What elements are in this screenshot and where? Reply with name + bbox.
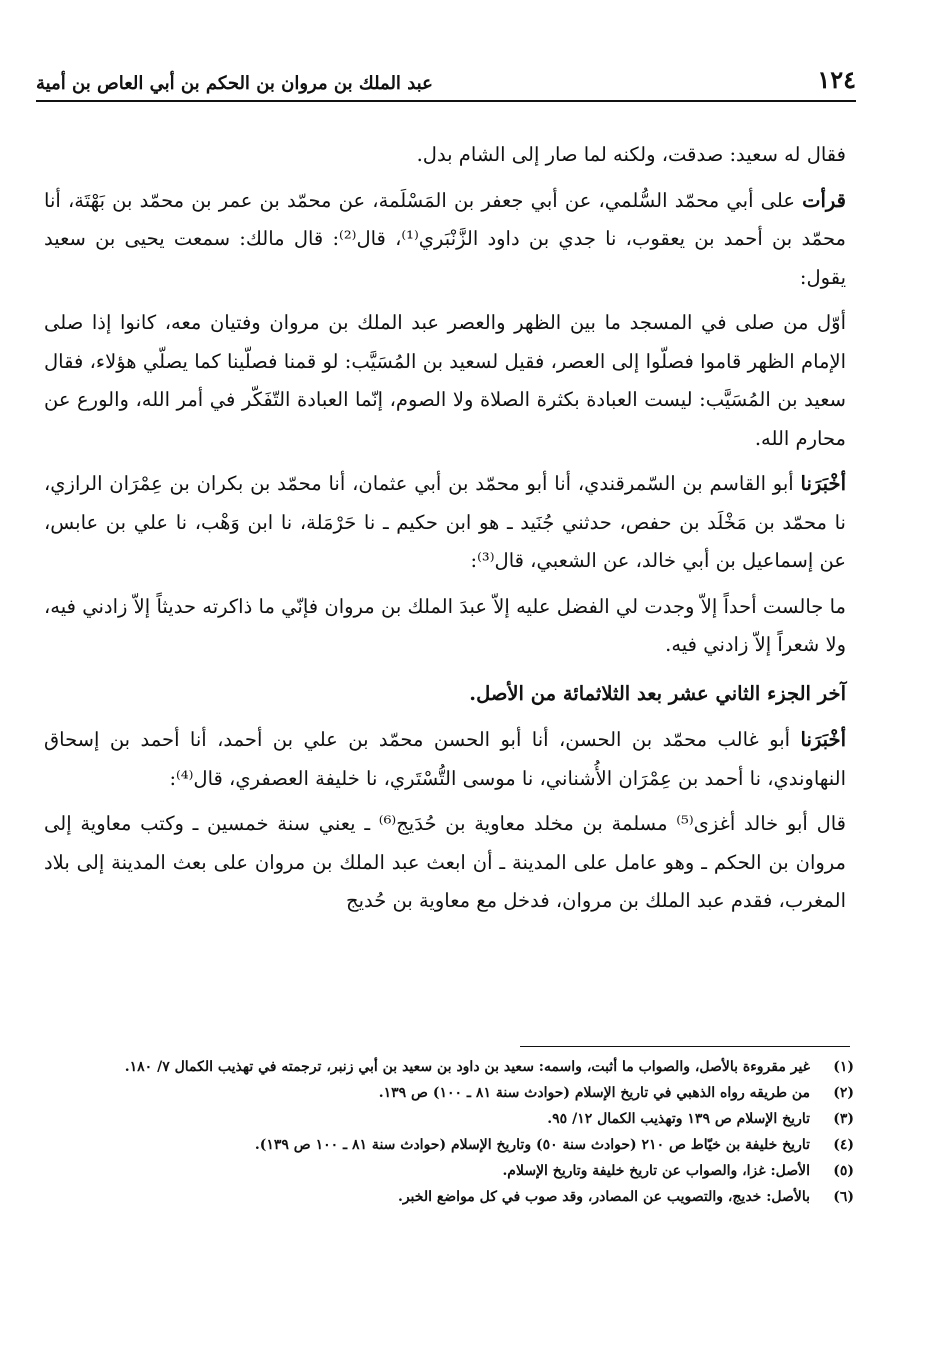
isnad-lead-word: أخْبَرَنا — [800, 728, 846, 751]
footnote-number: (٦) — [833, 1189, 854, 1205]
section-heading: آخر الجزء الثاني عشر بعد الثلاثمائة من الأصل. — [469, 681, 846, 705]
footnote-number: (٢) — [833, 1085, 854, 1101]
paragraph: أخْبَرَنا أبو القاسم بن السّمرقندي، أنا أبو محمّد بن أبي عثمان، أنا محمّد بن بكران بن عِمْرَان الرازي، نا محمّد بن مَخْلَد بن حفص، حدثني جُنَيد ـ هو ابن حكيم ـ نا حَرْمَلة، نا ابن وَهْب، نا علي بن عابس، عن إسماعيل بن أبي خالد، عن الشعبي، قال⁽³⁾: — [44, 472, 846, 572]
footnote — [44, 1106, 854, 1132]
footnote-number: (٣) — [833, 1111, 854, 1127]
footnote-text: تاريخ خليفة بن خيّاط ص ٢١٠ (حوادث سنة ٥٠) وتاريخ الإسلام (حوادث سنة ٨١ ـ ١٠٠ ص ١٣٩). — [254, 1137, 810, 1153]
isnad-lead-word: أخْبَرَنا — [800, 472, 846, 495]
page-header — [36, 62, 856, 102]
footnote-text: بالأصل: خديج، والتصويب عن المصادر، وقد صوب في كل مواضع الخبر. — [397, 1189, 810, 1205]
paragraph: قرأت على أبي محمّد السُّلمي، عن أبي جعفر بن المَسْلَمة، عن محمّد بن عمر بن محمّد بن بَهْتَة، أنا محمّد بن أحمد بن يعقوب، نا جدي بن داود الزَّنْبَري⁽¹⁾، قال⁽²⁾: قال مالك: سمعت يحيى بن سعيد يقول: — [44, 188, 846, 289]
footnote-divider — [520, 1046, 850, 1047]
footnote-text: من طريقه رواه الذهبي في تاريخ الإسلام (حوادث سنة ٨١ ـ ١٠٠) ص ١٣٩. — [378, 1085, 810, 1101]
paragraph: أوّل من صلى في المسجد ما بين الظهر والعصر عبد الملك بن مروان وفتيان معه، كانوا إذا صلى الإمام الظهر قاموا فصلّوا إلى العصر، فقيل لسعيد بن المُسَيَّب: لو قمنا فصلّينا كما يصلّي هؤلاء، فقال سعيد بن المُسَيَّب: ليست العبادة بكثرة الصلاة ولا الصوم، إنّما العبادة التّفَكّر في أمر الله، والورع عن محارم الله. — [44, 311, 846, 450]
page-number: ١٢٤ — [817, 65, 856, 94]
footnote-number: (٤) — [833, 1137, 854, 1153]
paragraph: قال أبو خالد أغزى⁽⁵⁾ مسلمة بن مخلد معاوية بن حُدَيج⁽⁶⁾ ـ يعني سنة خمسين ـ وكتب معاوية إلى مروان بن الحكم ـ وهو عامل على المدينة ـ أن ابعث عبد الملك بن مروان على بعث المدينة إلى بلاد المغرب، فقدم عبد الملك بن مروان، فدخل مع معاوية بن حُديج — [44, 812, 847, 912]
footnote — [44, 1184, 854, 1210]
footnote-number: (١) — [833, 1059, 854, 1075]
footnote — [44, 1054, 854, 1080]
running-title: عبد الملك بن مروان بن الحكم بن أبي العاص بن أمية — [36, 73, 433, 94]
footnotes — [44, 1054, 854, 1210]
paragraph: فقال له سعيد: صدقت، ولكنه لما صار إلى الشام بدل. — [416, 143, 846, 166]
main-text — [44, 136, 846, 928]
isnad-lead-word: قرأت — [802, 188, 846, 212]
paragraph: أخْبَرَنا أبو غالب محمّد بن الحسن، أنا أبو الحسن محمّد بن علي بن أحمد، أنا أحمد بن إسحاق النهاوندي، نا أحمد بن عِمْرَان الأُشناني، نا موسى التُّسْتَري، نا خليفة العصفري، قال⁽⁴⁾: — [44, 728, 846, 790]
paragraph: ما جالست أحداً إلاّ وجدت لي الفضل عليه إلاّ عبدَ الملك بن مروان فإنّي ما ذاكرته حديثاً إلاّ زادني فيه، ولا شعراً إلاّ زادني فيه. — [44, 594, 846, 656]
footnote-text: غير مقروءة بالأصل، والصواب ما أثبت، واسمه: سعيد بن داود بن سعيد بن أبي زنبر، ترجمته في تهذيب الكمال ٧/ ١٨٠. — [124, 1059, 810, 1075]
footnote-text: الأصل: غزا، والصواب عن تاريخ خليفة وتاريخ الإسلام. — [502, 1163, 810, 1179]
footnote-number: (٥) — [833, 1163, 854, 1179]
footnote — [44, 1132, 854, 1158]
footnote-text: تاريخ الإسلام ص ١٣٩ وتهذيب الكمال ١٢/ ٩٥. — [547, 1111, 810, 1127]
footnote — [44, 1158, 854, 1184]
footnote — [44, 1080, 854, 1106]
